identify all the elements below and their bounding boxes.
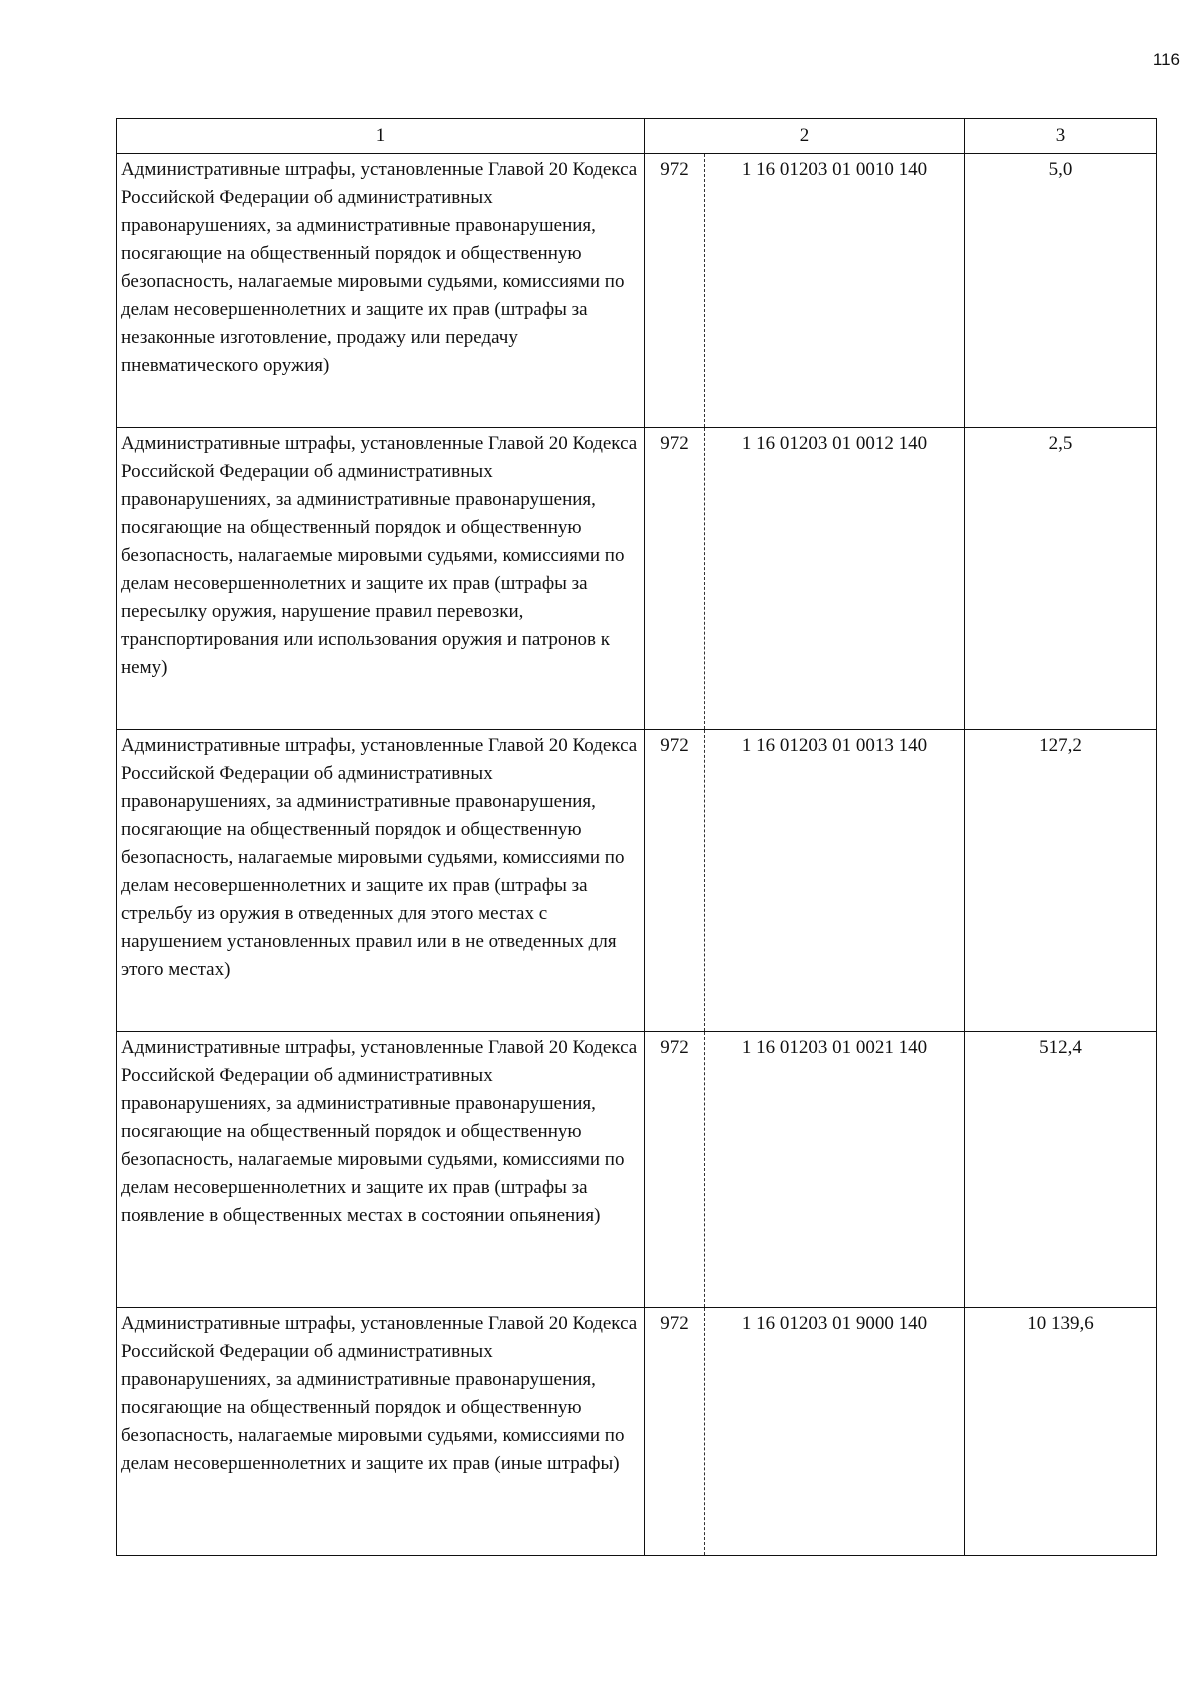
row-admin-code-cell: 972 (645, 428, 705, 730)
row-name-cell: Административные штрафы, установленные Главой 20 Кодекса Российской Федерации об административных правонарушениях, за административные правонарушения, посягающие на общественный порядок и общественную безопасность, налагаемые мировыми судьями, комиссиями по делам несовершеннолетних и защите их прав (иные штрафы) (117, 1308, 645, 1556)
row-admin-code-cell: 972 (645, 730, 705, 1032)
row-admin-code-cell: 972 (645, 1032, 705, 1308)
header-col-1: 1 (117, 119, 645, 154)
row-name-cell: Административные штрафы, установленные Главой 20 Кодекса Российской Федерации об административных правонарушениях, за административные правонарушения, посягающие на общественный порядок и общественную безопасность, налагаемые мировыми судьями, комиссиями по делам несовершеннолетних и защите их прав (штрафы за стрельбу из оружия в отведенных для этого местах с нарушением установленных правил или в не отведенных для этого местах) (117, 730, 645, 1032)
table-row (117, 428, 1157, 730)
row-income-code-cell: 1 16 01203 01 0013 140 (705, 730, 965, 1032)
table-row (117, 154, 1157, 428)
table-header-row (117, 119, 1157, 154)
row-amount-cell: 512,4 (965, 1032, 1157, 1308)
row-amount-cell: 127,2 (965, 730, 1157, 1032)
revenue-table (116, 118, 1157, 1556)
row-income-code-cell: 1 16 01203 01 0010 140 (705, 154, 965, 428)
table-row (117, 730, 1157, 1032)
row-income-code-cell: 1 16 01203 01 9000 140 (705, 1308, 965, 1556)
header-col-2: 2 (645, 119, 965, 154)
row-admin-code-cell: 972 (645, 1308, 705, 1556)
row-income-code-cell: 1 16 01203 01 0021 140 (705, 1032, 965, 1308)
table-row (117, 1032, 1157, 1308)
row-admin-code-cell: 972 (645, 154, 705, 428)
row-name-cell: Административные штрафы, установленные Главой 20 Кодекса Российской Федерации об административных правонарушениях, за административные правонарушения, посягающие на общественный порядок и общественную безопасность, налагаемые мировыми судьями, комиссиями по делам несовершеннолетних и защите их прав (штрафы за пересылку оружия, нарушение правил перевозки, транспортирования или использования оружия и патронов к нему) (117, 428, 645, 730)
table-row (117, 1308, 1157, 1556)
row-name-cell: Административные штрафы, установленные Главой 20 Кодекса Российской Федерации об административных правонарушениях, за административные правонарушения, посягающие на общественный порядок и общественную безопасность, налагаемые мировыми судьями, комиссиями по делам несовершеннолетних и защите их прав (штрафы за появление в общественных местах в состоянии опьянения) (117, 1032, 645, 1308)
row-name-cell: Административные штрафы, установленные Главой 20 Кодекса Российской Федерации об административных правонарушениях, за административные правонарушения, посягающие на общественный порядок и общественную безопасность, налагаемые мировыми судьями, комиссиями по делам несовершеннолетних и защите их прав (штрафы за незаконные изготовление, продажу или передачу пневматического оружия) (117, 154, 645, 428)
row-amount-cell: 10 139,6 (965, 1308, 1157, 1556)
row-amount-cell: 2,5 (965, 428, 1157, 730)
row-income-code-cell: 1 16 01203 01 0012 140 (705, 428, 965, 730)
page-number: 116 (1152, 50, 1180, 69)
row-amount-cell: 5,0 (965, 154, 1157, 428)
header-col-3: 3 (965, 119, 1157, 154)
